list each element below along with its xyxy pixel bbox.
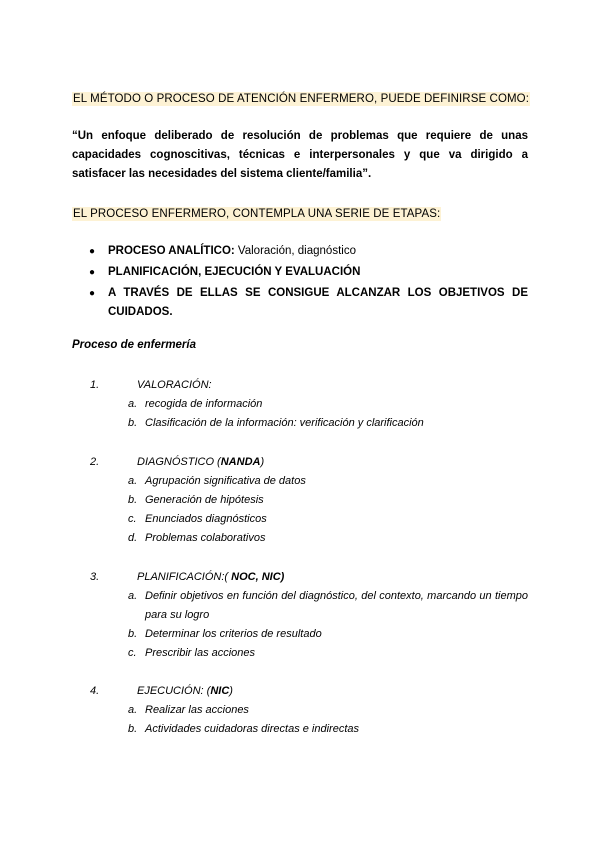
list-item: a. Realizar las acciones [128,704,249,716]
bullet-dot-icon: ● [89,288,96,299]
section-title: Proceso de enfermería [72,339,197,351]
bullet-item: ● PLANIFICACIÓN, EJECUCIÓN Y EVALUACIÓN [72,263,528,282]
list-item: c. Enunciados diagnósticos [128,513,267,525]
heading-definition [72,92,530,106]
step-heading: 1. VALORACIÓN: [90,379,212,391]
step-planificacion [72,568,528,663]
list-item: b. Generación de hipótesis [128,494,264,506]
list-item: a. Agrupación significativa de datos [128,475,306,487]
highlighted-heading: EL PROCESO ENFERMERO, CONTEMPLA UNA SERIE DE ETAPAS: [73,208,441,220]
stages-bullet-list [72,242,528,322]
step-heading: 2. DIAGNÓSTICO (NANDA) [90,456,265,468]
step-heading: 3. PLANIFICACIÓN:( NOC, NIC) [90,571,285,583]
step-valoracion [72,376,528,433]
list-item: b. Determinar los criterios de resultado [128,628,322,640]
list-item: a. Definir objetivos en función del diagnóstico, del contexto, marcando un tiempo para su logro [128,590,528,621]
bullet-dot-icon: ● [89,267,96,278]
step-ejecucion [72,682,528,739]
definition-quote: “Un enfoque deliberado de resolución de problemas que requiere de unas capacidades cognoscitivas, técnicas e interpersonales y que va dirigido a satisfacer las necesidades del sistema cliente/familia”. [72,130,528,180]
bullet-item: ● PROCESO ANALÍTICO: Valoración, diagnóstico [72,242,528,261]
list-item: c. Prescribir las acciones [128,647,256,659]
highlighted-heading: EL MÉTODO O PROCESO DE ATENCIÓN ENFERMERO, PUEDE DEFINIRSE COMO: [73,93,530,105]
step-diagnostico [72,453,528,548]
list-item: a. recogida de información [128,398,263,410]
step-heading: 4. EJECUCIÓN: (NIC) [90,685,233,697]
list-item: d. Problemas colaborativos [128,532,266,544]
list-item: b. Actividades cuidadoras directas e indirectas [128,723,360,735]
bullet-item: ● A TRAVÉS DE ELLAS SE CONSIGUE ALCANZAR LOS OBJETIVOS DE CUIDADOS. [72,284,528,322]
heading-stages [72,207,441,221]
list-item: b. Clasificación de la información: verificación y clarificación [128,417,424,429]
bullet-dot-icon: ● [89,246,96,257]
